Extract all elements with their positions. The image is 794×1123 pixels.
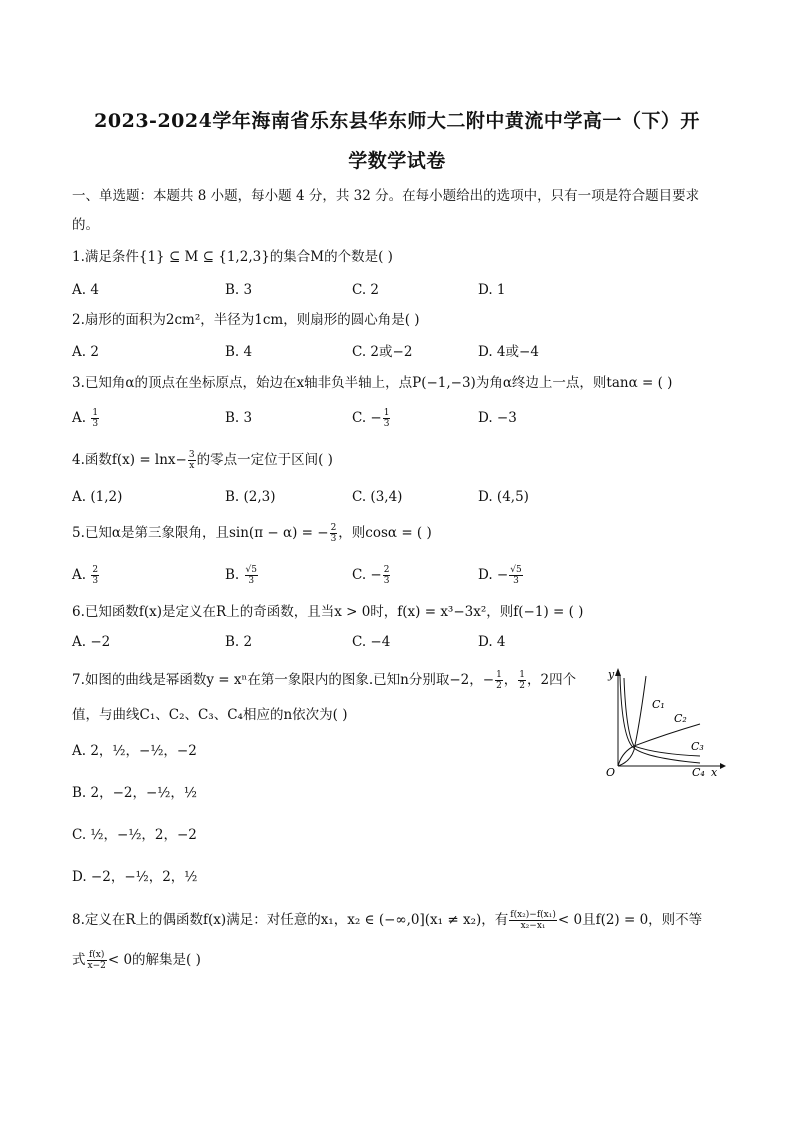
question-6: 6.已知函数f(x)是定义在R上的奇函数，且当x > 0时，f(x) = x³−3x²，则f(−1) = ( ) (72, 604, 584, 620)
q3-option-a: A. $\frac{1}{3}$ (72, 408, 99, 429)
question-1: 1.满足条件{1} ⊆ M ⊆ {1,2,3}的集合M的个数是( ) (72, 249, 393, 265)
q5-option-b: B. $\frac{√5}{3}$ (225, 565, 257, 586)
question-7: 7.如图的曲线是幂函数y = xⁿ在第一象限内的图象.已知n分别取−2，− $\frac{1}{2}$ ， $\frac{1}{2}$ ，2四个 (72, 670, 577, 691)
q3-option-d: D. −3 (478, 410, 517, 426)
curve-c2 (618, 724, 700, 766)
q5-option-d: D. − $\frac{√5}{3}$ (478, 565, 522, 586)
q6-option-c: C. −4 (352, 634, 391, 650)
section-instructions: 一、单选题：本题共 8 小题，每小题 4 分，共 32 分。在每小题给出的选项中，只有一项是符合题目要求 (72, 188, 700, 204)
page-title-line2: 学数学试卷 (348, 150, 446, 172)
q7-option-c: C. ½，−½，2，−2 (72, 827, 197, 843)
question-4: 4.函数f(x) = lnx− $\frac{3}{x}$ 的零点一定位于区间( ) (72, 450, 333, 471)
q5-option-a: A. $\frac{2}{3}$ (72, 565, 99, 586)
q4-option-d: D. (4,5) (478, 489, 529, 505)
question-2: 2.扇形的面积为2cm²，半径为1cm，则扇形的圆心角是( ) (72, 312, 420, 328)
question-8: 8.定义在R上的偶函数f(x)满足：对任意的x₁，x₂ ∈ (−∞,0](x₁ ≠ x₂)，有 $\frac{\text{f(x₂)−f(x₁)}}{\text{x₂−x₁}}$ < 0且f(2) = 0，则不等 (72, 910, 703, 931)
q4-option-c: C. (3,4) (352, 489, 403, 505)
curve-label-c1: C₁ (652, 698, 665, 711)
q7-option-a: A. 2，½，−½，−2 (72, 743, 197, 759)
y-axis-arrow (615, 668, 621, 676)
question-5: 5.已知α是第三象限角，且sin(π − α) = − $\frac{2}{3}$ ，则cosα = ( ) (72, 523, 432, 544)
q1-option-b: B. 3 (225, 282, 253, 298)
y-axis-label: y (608, 668, 615, 681)
q2-option-a: A. 2 (72, 344, 99, 360)
page-title-line1: 2023-2024学年海南省乐东县华东师大二附中黄流中学高一（下）开 (94, 110, 700, 132)
q2-option-d: D. 4或−4 (478, 344, 539, 360)
curve-c4 (620, 676, 700, 763)
q5-option-c: C. − $\frac{2}{3}$ (352, 565, 390, 586)
q6-option-d: D. 4 (478, 634, 506, 650)
q1-option-c: C. 2 (352, 282, 380, 298)
q7-option-b: B. 2，−2，−½，½ (72, 785, 197, 801)
q4-option-b: B. (2,3) (225, 489, 276, 505)
curve-label-c2: C₂ (674, 712, 687, 725)
question-8-cont: 式 $\frac{f(x)}{x-2}$ < 0的解集是( ) (72, 950, 201, 971)
power-function-graph (596, 662, 726, 782)
x-axis-label: x (711, 766, 718, 779)
q2-option-b: B. 4 (225, 344, 253, 360)
q3-option-c: C. − $\frac{1}{3}$ (352, 408, 390, 429)
q6-option-a: A. −2 (72, 634, 111, 650)
section-instructions-cont: 的。 (72, 217, 99, 233)
x-axis-arrow (720, 763, 726, 769)
q7-option-d: D. −2，−½，2，½ (72, 869, 198, 885)
q3-option-b: B. 3 (225, 410, 253, 426)
q4-option-a: A. (1,2) (72, 489, 123, 505)
q2-option-c: C. 2或−2 (352, 344, 413, 360)
origin-label: O (606, 766, 616, 779)
curve-label-c4: C₄ (692, 766, 705, 779)
question-7-cont: 值，与曲线C₁、C₂、C₃、C₄相应的n依次为( ) (72, 707, 348, 723)
q1-option-a: A. 4 (72, 282, 99, 298)
q1-option-d: D. 1 (478, 282, 506, 298)
question-3: 3.已知角α的顶点在坐标原点，始边在x轴非负半轴上，点P(−1,−3)为角α终边上一点，则tanα = ( ) (72, 375, 673, 391)
q6-option-b: B. 2 (225, 634, 253, 650)
curve-label-c3: C₃ (691, 740, 704, 753)
